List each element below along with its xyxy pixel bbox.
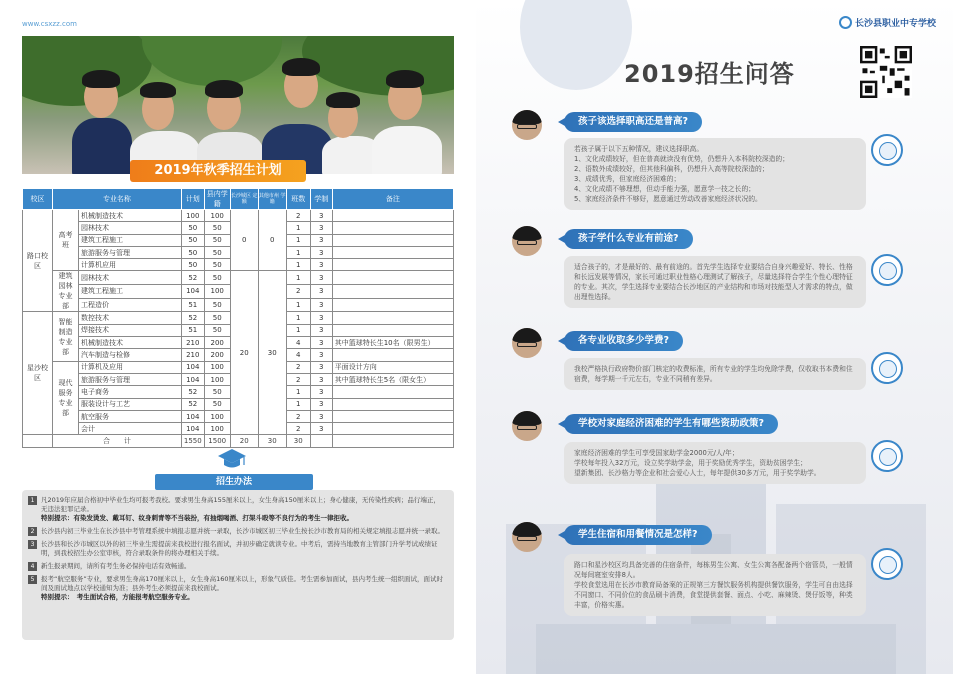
method-text: 新生报录期间，请所有考生务必保持电话有效畅通。 <box>41 562 191 570</box>
question-2[interactable]: 孩子学什么专业有前途? <box>564 229 693 249</box>
plan-cell: 50 <box>181 259 204 271</box>
county-cell: 200 <box>204 337 230 349</box>
col-urban: 长沙城区 定额 <box>230 189 258 210</box>
major-cell: 工程造价 <box>79 298 182 312</box>
enrollment-plan-table <box>22 188 454 448</box>
plan-banner: 2019年秋季招生计划 <box>130 160 306 182</box>
note-cell <box>332 349 453 361</box>
total-plan: 1550 <box>181 435 204 447</box>
plan-cell: 100 <box>181 210 204 222</box>
years-cell: 3 <box>310 222 332 234</box>
classes-cell: 4 <box>286 337 310 349</box>
major-cell: 园林技术 <box>79 271 182 285</box>
col-note: 备注 <box>332 189 453 210</box>
county-cell: 50 <box>204 312 230 324</box>
plan-cell: 50 <box>181 234 204 246</box>
question-4[interactable]: 学校对家庭经济困难的学生有哪些资助政策? <box>564 414 778 434</box>
county-cell: 100 <box>204 410 230 422</box>
plan-cell: 52 <box>181 312 204 324</box>
note-cell: 其中篮球特长生5名（限女生） <box>332 373 453 385</box>
dept-cell: 智能制造专业部 <box>53 312 79 361</box>
note-cell <box>332 324 453 336</box>
dept-cell: 现代服务专业部 <box>53 361 79 435</box>
student-avatar <box>512 522 542 552</box>
col-other: 其他市州 学籍 <box>258 189 286 210</box>
students-photo <box>22 36 454 174</box>
table-header-row <box>23 189 454 210</box>
classes-cell: 2 <box>286 210 310 222</box>
years-cell: 3 <box>310 298 332 312</box>
col-classes: 班数 <box>286 189 310 210</box>
major-cell: 会计 <box>79 423 182 435</box>
student-avatar <box>512 328 542 358</box>
note-cell <box>332 285 453 299</box>
method-number: 1 <box>28 496 37 505</box>
years-cell: 3 <box>310 349 332 361</box>
major-cell: 旅游服务与管理 <box>79 373 182 385</box>
classes-cell: 2 <box>286 410 310 422</box>
answer-4 <box>564 442 866 484</box>
county-cell: 50 <box>204 234 230 246</box>
county-cell: 100 <box>204 373 230 385</box>
classes-cell: 1 <box>286 234 310 246</box>
years-cell: 3 <box>310 271 332 285</box>
answer-line: 1、文化成绩较好，但在普高就读没有优势，仍想升入本科院校深造的； <box>574 155 790 163</box>
plan-cell: 52 <box>181 398 204 410</box>
table-row <box>23 210 454 222</box>
school-badge-icon <box>871 440 903 472</box>
logo-text: 长沙县职业中专学校 <box>855 19 937 29</box>
classes-cell: 1 <box>286 246 310 258</box>
plan-cell: 51 <box>181 298 204 312</box>
answer-line: 学校食堂选用在长沙市教育局备案的正规第三方餐饮服务机构提供餐饮服务，学生可自由选择不同窗口、不同价位的食品刷卡消费，食堂提供套餐、面点、小吃、麻辣烫、煲仔饭等，种类丰富，价格实惠。 <box>574 581 853 609</box>
left-page <box>0 0 476 674</box>
total-other: 30 <box>258 435 286 447</box>
plan-cell: 52 <box>181 386 204 398</box>
total-classes: 30 <box>286 435 310 447</box>
answer-line: 若孩子属于以下五种情况，建议选择职高。 <box>574 145 704 153</box>
method-number: 5 <box>28 575 37 584</box>
dept-cell: 高考班 <box>53 210 79 271</box>
answer-line: 3、成绩优秀，但家庭经济困难的； <box>574 175 681 183</box>
methods-title: 招生办法 <box>155 474 313 490</box>
question-1[interactable]: 孩子该选择职高还是普高? <box>564 112 702 132</box>
question-3[interactable]: 各专业收取多少学费? <box>564 331 683 351</box>
note-cell <box>332 234 453 246</box>
campus-cell: 星沙校区 <box>23 312 53 435</box>
classes-cell: 1 <box>286 271 310 285</box>
years-cell: 3 <box>310 373 332 385</box>
years-cell: 3 <box>310 423 332 435</box>
answer-3 <box>564 358 866 390</box>
plan-cell: 210 <box>181 337 204 349</box>
col-campus: 校区 <box>23 189 53 210</box>
classes-cell: 1 <box>286 222 310 234</box>
answer-line: 我校严格执行政府物价部门核定的收费标准，所有专业的学生均免除学费，仅收取书本费和住宿费，每学期一千元左右，专业不同稍有差异。 <box>574 365 853 383</box>
school-badge-icon <box>871 352 903 384</box>
answer-5 <box>564 554 866 616</box>
answer-line: 学校每年投入32万元，设立奖学助学金，用于奖励优秀学生，资助贫困学生； <box>574 459 807 467</box>
note-cell <box>332 271 453 285</box>
major-cell: 焊接技术 <box>79 324 182 336</box>
years-cell: 3 <box>310 410 332 422</box>
answer-2 <box>564 256 866 308</box>
classes-cell: 4 <box>286 349 310 361</box>
classes-cell: 1 <box>286 398 310 410</box>
method-item <box>28 496 446 523</box>
answer-line: 望新集团、长沙格力等企业和社会爱心人士，每年提供30多万元，用于奖学助学。 <box>574 469 821 477</box>
years-cell: 3 <box>310 246 332 258</box>
years-cell: 3 <box>310 337 332 349</box>
method-item <box>28 562 446 571</box>
county-cell: 100 <box>204 361 230 373</box>
answer-line: 家庭经济困难的学生可享受国家助学金2000元/人/年； <box>574 449 739 457</box>
years-cell: 3 <box>310 312 332 324</box>
county-cell: 50 <box>204 271 230 285</box>
county-cell: 100 <box>204 210 230 222</box>
major-cell: 建筑工程施工 <box>79 234 182 246</box>
note-cell <box>332 386 453 398</box>
total-county: 1500 <box>204 435 230 447</box>
plan-cell: 51 <box>181 324 204 336</box>
other-cell: 30 <box>258 271 286 435</box>
major-cell: 数控技术 <box>79 312 182 324</box>
county-cell: 100 <box>204 285 230 299</box>
major-cell: 园林技术 <box>79 222 182 234</box>
plan-cell: 50 <box>181 222 204 234</box>
note-cell <box>332 246 453 258</box>
student-avatar <box>512 110 542 140</box>
note-cell <box>332 298 453 312</box>
major-cell: 计算机应用 <box>79 259 182 271</box>
major-cell: 旅游服务与管理 <box>79 246 182 258</box>
method-text: 凡2019年应届合格初中毕业生均可报考我校。要求男生身高155厘米以上，女生身高150厘米以上；身心健康，无传染性疾病；品行端正，无违法犯罪记录。 <box>41 496 440 513</box>
years-cell: 3 <box>310 210 332 222</box>
plan-cell: 104 <box>181 285 204 299</box>
county-cell: 50 <box>204 298 230 312</box>
decorative-circle <box>520 0 632 90</box>
note-cell <box>332 259 453 271</box>
total-row <box>23 435 454 447</box>
other-cell: 0 <box>258 210 286 271</box>
school-emblem-icon <box>839 16 852 29</box>
answer-line: 4、文化成绩不够理想，但动手能力强，愿意学一技之长的； <box>574 185 756 193</box>
major-cell: 服装设计与工艺 <box>79 398 182 410</box>
total-urban: 20 <box>230 435 258 447</box>
county-cell: 50 <box>204 222 230 234</box>
method-number: 4 <box>28 562 37 571</box>
student-avatar <box>512 226 542 256</box>
classes-cell: 1 <box>286 386 310 398</box>
answer-1 <box>564 138 866 210</box>
note-cell <box>332 398 453 410</box>
student-avatar <box>512 411 542 441</box>
plan-cell: 52 <box>181 271 204 285</box>
note-cell: 平面设计方向 <box>332 361 453 373</box>
note-cell <box>332 423 453 435</box>
major-cell: 机械制造技术 <box>79 210 182 222</box>
method-note: 特别提示：有染发烫发、戴耳钉、纹身刺青等不当装扮，有抽烟喝酒、打架斗殴等不良行为的考生一律拒收。 <box>41 514 353 522</box>
major-cell: 汽车制造与检修 <box>79 349 182 361</box>
classes-cell: 1 <box>286 259 310 271</box>
county-cell: 50 <box>204 324 230 336</box>
method-item <box>28 575 446 602</box>
method-note: 特别提示： 考生面试合格，方能报考航空服务专业。 <box>41 593 194 601</box>
plan-cell: 104 <box>181 423 204 435</box>
years-cell: 3 <box>310 398 332 410</box>
note-cell <box>332 222 453 234</box>
urban-cell: 20 <box>230 271 258 435</box>
major-cell: 计算机及应用 <box>79 361 182 373</box>
method-item <box>28 527 446 536</box>
method-item <box>28 540 446 558</box>
years-cell: 3 <box>310 324 332 336</box>
major-cell: 机械制造技术 <box>79 337 182 349</box>
col-major: 专业名称 <box>53 189 182 210</box>
classes-cell: 1 <box>286 312 310 324</box>
county-cell: 200 <box>204 349 230 361</box>
qa-title: 2019招生问答 <box>624 60 795 88</box>
answer-line: 2、语数外成绩较好，但其他科偏科，仍想升入高等院校深造的； <box>574 165 769 173</box>
note-cell <box>332 210 453 222</box>
answer-line: 5、家庭经济条件不够好，愿意通过劳动改善家庭经济状况的。 <box>574 195 762 203</box>
county-cell: 50 <box>204 259 230 271</box>
classes-cell: 2 <box>286 361 310 373</box>
plan-cell: 104 <box>181 361 204 373</box>
classes-cell: 2 <box>286 285 310 299</box>
question-5[interactable]: 学生住宿和用餐情况是怎样? <box>564 525 712 545</box>
classes-cell: 2 <box>286 373 310 385</box>
years-cell: 3 <box>310 259 332 271</box>
school-logo <box>839 16 936 29</box>
classes-cell: 1 <box>286 298 310 312</box>
answer-line: 路口和星沙校区均具备完善的住宿条件，每栋男生公寓、女生公寓各配备两个宿管员，一般情况每间寝室安排8人。 <box>574 561 853 579</box>
method-number: 2 <box>28 527 37 536</box>
major-cell: 航空服务 <box>79 410 182 422</box>
campus-cell: 路口校区 <box>23 210 53 312</box>
note-cell <box>332 312 453 324</box>
county-cell: 50 <box>204 246 230 258</box>
method-text: 长沙县内初三毕业生在长沙县中考管理系统中填报志愿并统一录取，长沙市城区初三毕业生按长沙市教育局的相关规定填报志愿并统一录取。 <box>41 527 444 535</box>
dept-cell: 建筑园林专业部 <box>53 271 79 312</box>
plan-cell: 104 <box>181 410 204 422</box>
years-cell: 3 <box>310 386 332 398</box>
years-cell: 3 <box>310 285 332 299</box>
graduation-cap-icon <box>217 447 247 471</box>
col-county: 县内学籍 <box>204 189 230 210</box>
years-cell: 3 <box>310 361 332 373</box>
years-cell: 3 <box>310 234 332 246</box>
school-badge-icon <box>871 134 903 166</box>
school-badge-icon <box>871 548 903 580</box>
major-cell: 建筑工程施工 <box>79 285 182 299</box>
classes-cell: 1 <box>286 324 310 336</box>
right-page <box>476 0 953 674</box>
methods-box <box>22 490 454 640</box>
qr-code-icon[interactable] <box>860 46 912 98</box>
note-cell <box>332 410 453 422</box>
note-cell: 其中篮球特长生10名（限男生） <box>332 337 453 349</box>
urban-cell: 0 <box>230 210 258 271</box>
method-number: 3 <box>28 540 37 549</box>
total-label: 合 计 <box>53 435 182 447</box>
table-row <box>23 271 454 285</box>
county-cell: 50 <box>204 398 230 410</box>
method-text: 长沙县和长沙市城区以外的初三毕业生需提前来我校进行报名面试，并初步确定就读专业。中考后，需持当地教育主管部门升学考试成绩证明，到我校招生办公室审核，符合录取条件的将办理相关手续。 <box>41 540 438 557</box>
major-cell: 电子商务 <box>79 386 182 398</box>
county-cell: 50 <box>204 386 230 398</box>
plan-cell: 104 <box>181 373 204 385</box>
county-cell: 100 <box>204 423 230 435</box>
answer-line: 适合孩子的，才是最好的、最有前途的。首先学生选择专业要结合自身兴趣爱好、特长、性格和长远发展等情况，家长可通过职业性格心理测试了解孩子，尽量选择符合学生个性心理特征的专业。其次，学生选择专业要结合长沙地区的产业结构和市场对技能型人才需求的特点，做出理性选择。 <box>574 263 853 301</box>
plan-cell: 210 <box>181 349 204 361</box>
school-badge-icon <box>871 254 903 286</box>
site-url[interactable]: www.csxzz.com <box>22 20 77 28</box>
col-plan: 计划 <box>181 189 204 210</box>
plan-cell: 50 <box>181 246 204 258</box>
method-text: 报考“航空服务”专业，要求男生身高170厘米以上，女生身高160厘米以上，形象气质佳。考生需参加面试，县内考生统一组织面试，面试时间及面试地点以学校通知为准；县外考生必须提前来我校面试。 <box>41 575 444 592</box>
classes-cell: 2 <box>286 423 310 435</box>
col-years: 学制 <box>310 189 332 210</box>
